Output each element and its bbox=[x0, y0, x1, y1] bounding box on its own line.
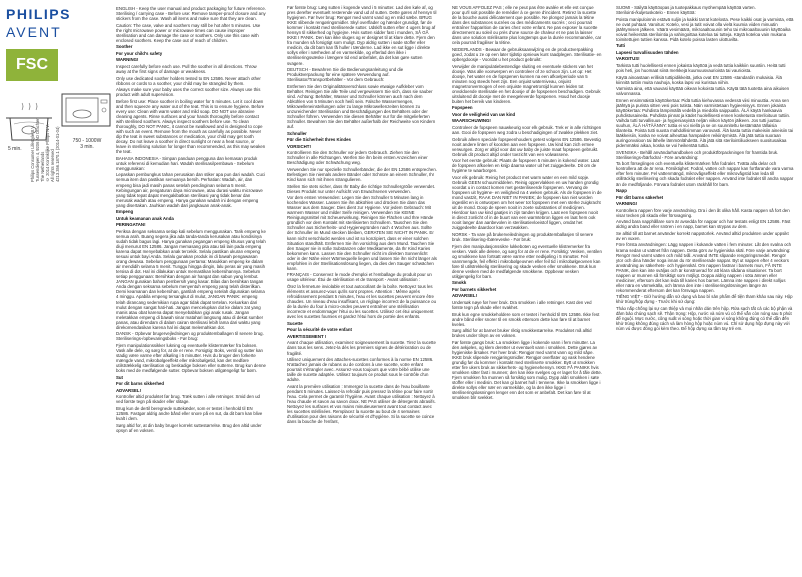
section-heading: ADVARSEL! bbox=[452, 293, 478, 299]
text-column-1 bbox=[116, 6, 266, 573]
language-intro: TIẾNG VIỆT - Giữ hướng dẫn sử dụng và bao bì sản phẩm để tiện tham khảo sau này. Hộp khử trùng/hộp đựng - Trước khi sử dụng: bbox=[616, 294, 793, 305]
paragraph: Fjern manipulationssikker lukning og eventuelle klistermærker fra boksen. Vask alle dele, og sørg for, at de er rene. Forsigtig: Boks, ventil og sutter kan stadig være varme efter afkøling i 5 minutter. Hvis du bruger den forkerte mængde vand, mikrobølgeeffekt eller mikrobølgetid, kan det medføre utilstrækkelig sterilisation og beskadige boksen eller sutterne. Brug kun denne boks med de medfølgende sutter. Opbevar boksen utilgængeligt for børn. bbox=[116, 342, 266, 374]
section-heading: For barnets sikkerhet bbox=[452, 286, 497, 292]
paragraph: Always make sure your baby uses the correct soother size. Always use this product with adult supervision. bbox=[116, 87, 261, 98]
paragraph: Före första användningen: Lägg nappen i kokande vatten i fem minuter. Låt den svalna och krama sedan ut vattnet från nappen. Detta görs av hygieniska skäl. Före varje användning: Rengör med varmt vatten och mild tvål. Använd INTE slipande rengöringsmedel. Rengör ytor och dina händer noga innan du rör steriliserade nappar. Byt ut nappen efter 4 veckors användning av säkerhets- och hygienskäl. Om nappen fastnar i barnets mun, FÅ INTE PANIK, den kan inte sväljas och är konstruerad för att klara sådana situationer. Ta bort nappen ur munnen så försiktigt som möjligt. Doppa aldrig nappen i söta ämnen eller mediciner, eftersom det kan leda till karies hos barnet. Lämna inte nappen i direkt solljus eller nära en värmekälla, och lämna den inte i steriliseringslösningen längre än rekommenderat eftersom det kan försvaga nappen. bbox=[616, 242, 792, 293]
text-column-2 bbox=[287, 5, 437, 572]
paragraph: NE VOUS AFFOLEZ PAS ; elle ne peut pas être avalée et elle est conçue pour qu'il soit possible de remédier à ce genre d'incident. Retirez la sucette de la bouche aussi délicatement que possible. Ne plongez jamais la tétine dans des substances sucrées ou des médicaments sucrés ; ceci pourrait entraîner l'apparition de caries chez votre enfant. Ne pas exposer la sucette directement au soleil ou près d'une source de chaleur et ne pas la laisser dans une solution stérilisante plus longtemps que la durée recommandée, car cela pourrait fragiliser la tétine. bbox=[452, 5, 602, 46]
language-intro: NEDERLANDS - Bewaar de gebruiksaanwijzing en de productverpakking goed, zodat u ze op een later tijdstip opnieuw kunt raadplegen. Sterilisatie- en opbergdoosje - Voordat u het product gebruikt: bbox=[452, 46, 602, 62]
paragraph: Kontroller altid produktet før brug. Træk sutten i alle retninger. Smid den ud ved første tegn på skader eller slitage. bbox=[116, 394, 260, 405]
text-column-3 bbox=[452, 5, 602, 572]
paragraph: Caution: The case, valve and soothers may still be hot after 5 minutes. Use the right microwave power or microwave times can cause improper sterilisation and can damage the case or soothers. Only use this case with enclosed soothers. Keep the case out of reach of children. bbox=[116, 22, 261, 43]
section-heading: For dit barns sikkerhed bbox=[116, 381, 165, 387]
section-heading: Soother bbox=[116, 44, 133, 50]
section-heading: WARNING! bbox=[116, 57, 139, 63]
paragraph: Entfernen Sie den Originalitätsverschluss sowie etwaige Aufkleber vom Behälter. Reinigen Sie alle Teile und vergewissern Sie sich, dass sie sauber sind. Achtung: Behälter, Wasser und Schnuller können auch nach dem Abkühlen von 5 Minuten noch heiß sein. Falsche Wassermengen, Mikrowelleneinstellungen oder zu lange Mikrowellenzeiten können zu unzureichender Sterilisation und Beschädigungen des Behälters oder der Schnuller führen. Verwenden Sie diesen Behälter nur für die mitgelieferten Schnuller. Bewahren Sie den Behälter außerhalb der Reichweite von Kindern auf. bbox=[287, 83, 436, 130]
legal-line: All rights reserved bbox=[50, 149, 55, 182]
section-heading: ADVARSEL! bbox=[116, 387, 142, 393]
paragraph: Sørg alltid for at barnet bruker riktig smokkestørrelse. Produktet må alltid brukes under tilsyn av en voksen. bbox=[452, 328, 592, 339]
section-heading: Lapsesi turvallisuuden tähden bbox=[616, 49, 679, 55]
language-intro: NORSK - Ta vare på brukerveiledningen og produktemballasjen til senere bruk. Sterilisering-/bæreveske - Før bruk: bbox=[452, 231, 594, 243]
section-heading: Tutti bbox=[616, 43, 626, 49]
paragraph: Before first use: Place soother in boiling water for 5 minutes. Let it cool down and then squeeze any water out of the teat. This is to ensure hygiene. Before every use: Clean with warm water and mild soap. DO NOT use abrasive cleaning agents. Rinse surfaces and your hands thoroughly before contact with sterilised soothers. Always inspect soothers before use. To clean thoroughly, DO NOT PANIC, it cannot be swallowed and is designed to cope with such an event. Remove from the mouth as carefully as possible. Never dip the teat in sweet substances or medication, your child may get tooth decay. Do not leave a soother in direct sunlight or near a heat source, or leave in sterilising solution for longer than recommended, as this may weaken the teat. bbox=[116, 98, 266, 155]
paragraph: Kontrollera nappen före varje användning. Dra i den åt olika håll. Kasta nappen så fort den visar tecken på skada eller försvagning. bbox=[616, 207, 790, 218]
language-intro: SUOMI - Säilytä käyttöopas ja tuotepakkaus myöhempää käyttöä varten. Sterilointi-/kuljetuskotelo - Ennen käyttöä: bbox=[616, 5, 756, 16]
legal-line: Philips Consumer Lifestyle B.V. bbox=[30, 125, 35, 182]
section-heading: AVERTISSEMENT ! bbox=[287, 333, 327, 339]
paragraph: Kontrollieren Sie den Schnuller vor jedem Gebrauch. Ziehen Sie den Schnuller in alle Richtungen. Werfen Sie ihn beim ersten Anzeichen einer Beschädigung oder Schwächung weg. bbox=[287, 150, 428, 166]
section-heading: Für die Sicherheit Ihres Kindes bbox=[287, 137, 351, 143]
avent-logo: AVENT bbox=[6, 24, 62, 40]
paragraph: Verwenden Sie nur spezielle Schnullerbänder, die der EN 12586 entsprechen. Befestigen Sie niemals andere Bänder oder Schnüre an einem Schnuller, Ihr Kind kann sich mit ihnen strangulieren. bbox=[287, 166, 437, 182]
section-heading: For your child's safety bbox=[116, 50, 163, 56]
paragraph: Stellen Sie stets sicher, dass Ihr Baby die richtige Schnullergröße verwendet. Dieses Produkt nur unter Aufsicht von Erwachsenen verwenden. bbox=[287, 183, 436, 194]
section-heading: Untuk keamanan anak Anda bbox=[116, 215, 174, 221]
paragraph: Poista manipuloinnin estävä suljin ja kaikki tarrat kotelosta. Pese kaikki osat ja varmista, että ne ovat puhtaat. Varoitus: Kotelo, vesi ja tutit voivat olla vielä kuumia viiden minuutin jäähtymisen jälkeen. Väärä vesimäärä, mikroaaltouunin teho tai mikroaaltouunin käyttöaika voivat heikentää sterilointia ja vahingoittaa koteloa tai tutteja. Käytä koteloa vain mukana toimitettujen tuttien kanssa. Pidä kotelo poissa lasten ulottuvilta. bbox=[616, 16, 794, 42]
paragraph: Voor het eerste gebruik: Plaats de fopspeen 5 minuten in kokend water. Laat de fopspeen afkoelen en knijp daarna water uit het zuiggedeelte. Dit om de hygiëne te waarborgen. bbox=[452, 158, 600, 174]
paragraph: Før første brug: Læg sutten i kogende vand i 5 minutter. Lad den køle af, og pres derefter eventuelt resterende vand ud af sutten. Dette gøres af hensyn til hygiejnen. Før hver brug: Rengør med varmt vand og en mild sæbe. BRUG IKKE slibende rengøringsmidler. Skyl overflader og hænder grundigt, før de kommer i kontakt med steriliserede sutter. Udskift sutten efter 4 ugers brug af hensyn til sikkerhed og hygiejne. Hvis sutten sidder fast i munden, SÅ GÅ IKKE I PANIK. Den kan ikke sluges og er designet til at klare dette. Fjern den fra munden så forsigtigt som muligt. Dyp aldrig sutten i søde stoffer eller medicin, da dit barn kan få huller i tænderne. Lad ikke en sut ligge i direkte sollys eller i nærheden af en varmekilde, og efterlad den ikke i steriliseringsvæske i længere tid end anbefalet, da det kan gøre sutten svagere. bbox=[287, 5, 437, 66]
section-heading: VORSICHT! bbox=[287, 143, 311, 149]
section-heading: Smokk bbox=[452, 280, 467, 286]
fsc-logo: FSC bbox=[6, 49, 58, 81]
section-heading: För ditt barns säkerhet bbox=[616, 194, 664, 200]
paragraph: Avant chaque utilisation, examinez soigneusement la sucette. Tirez la sucette dans tous les sens. Jetez-la dès les premiers signes de détérioration ou de fragilité. bbox=[287, 340, 436, 356]
paragraph: Fjern den manipulasjonssikre lukkeboten og eventuelle klistremerker fra vesken. Vask alle delene, og sørg for at de er rene. Forsiktig: Vesken, ventilen og smokkene kan fortsatt være varme etter nedkjøling i 5 minutter. Feil vannmengde, feil effekt i mikrobølgeovnen eller feil tid i mikrobølgeovnen kan føre til utilstrekkelig sterilisering og skade vesken eller smokkene. Bruk kun denne vesken med de medfølgende smokkene. Oppbevar vesken utilgjengelig for barn. bbox=[452, 243, 602, 279]
paragraph: Se alltid till att barnet använder korrekt nappstorlek. Använd alltid produkten under uppsikt av en vuxen. bbox=[616, 230, 789, 241]
paragraph: Lepaskan pembungkus tahan perusakan dan stiker apa pun dari wadah. Cuci semua item dan pastikan semuanya bersih. Perhatian: Wadah, air, dan empeng bisa jadi masih panas setelah pendinginan selama 5 menit. Kebingungan air, pengaturan daya microwave, atau durasi waktu microwave yang tidak tepat dapat mengakibatkan sterilisasi yang tidak benar dan merusak wadah atau empeng. Hanya gunakan wadah ini dengan empeng yang disertakan. Jauhkan wadah dari jangkauan anak-anak. bbox=[116, 172, 265, 208]
paragraph: Brug kun de dertil beregnede suttekæder, som er testet i henhold til EN 12586. Fastgør aldrig andre bånd eller snore på en sut, da dit barn kan blive kvalt i dem. bbox=[116, 405, 263, 422]
legal-line: The Netherlands bbox=[40, 151, 45, 182]
legal-line: © 2014 Koninklijke Philips N.V. bbox=[45, 124, 50, 182]
section-heading: Fopspeen bbox=[452, 105, 473, 111]
paragraph: Tháo nắp chống lại sự can thiệp và mọi nhãn dán trên hộp. Rửa sạch tất cả các bộ phận và đảm bảo chúng sạch sẽ. Thận trọng: Hộp, nước và núm vú có thể vẫn còn nóng sau 5 phút để nguội. Mực nước, công suất vi sóng hoặc thời gian vi sóng không đúng có thể dẫn đến khử trùng không đúng cách và làm hỏng hộp hoặc núm vú. Chỉ sử dụng hộp đựng này với núm vú được đóng gói kèm theo. Để hộp đựng xa tầm tay trẻ em. bbox=[616, 306, 793, 332]
microwave-illustration bbox=[58, 84, 114, 140]
paragraph: Vor dem ersten Verwenden: Legen Sie den Schnuller 5 Minuten lang in kochendes Wasser. Lassen Sie ihn abkühlen und drücken Sie dann das Wasser aus dem Sauger. Dies dient zur Hygiene. Vor jedem Gebrauch: Mit warmem Wasser und milder Seife reinigen. Verwenden Sie KEINE Reinigungsmittel mit Scheuerwirkung. Reinigen Sie Flächen und Ihre Hände gründlich vor dem Kontakt mit sterilisierten Schnullern. Tauschen Sie den Schnuller aus Sicherheits- und Hygienegründen nach 4 Wochen aus. Sollte der Schnuller im Mund stecken bleiben, GERATEN SIE NICHT IN PANIK. Er kann nicht verschluckt werden und ist so konzipiert, dass er einer solchen Situation standhält. Entfernen Sie ihn vorsichtig aus dem Mund. Tauchen Sie den Sauger nie in süße Substanzen oder Medikamente, da Ihr Kind Karies bekommen kann. Lassen Sie den Schnuller nicht im direkten Sonnenlicht oder in der Nähe einer Wärmequelle liegen und lassen Sie ihn nicht länger als empfohlen in der Sterilisationslösung liegen, da dies den Sauger schwächen kann. bbox=[287, 195, 437, 271]
section-heading: Sucette bbox=[287, 320, 303, 326]
section-heading: Schnuller bbox=[287, 130, 307, 136]
philips-logo: PHILIPS bbox=[6, 6, 71, 22]
paragraph: Ennen ensimmäistä käyttökertaa: Pidä tuttia kiehuvassa vedessä viisi minuuttia. Anna sen jäähtyä ja purista sitten vesi pois tutista. Näin varmistetaan hygieenisyys. Ennen jokaista käyttökertaa: Puhdista lämpimällä vedellä ja miedolla saippualla. ÄLÄ käytä hankaavia puhdistusaineita. Puhdista pinnat ja kädet huolellisesti ennen kosketusta steriloituun tuttiin. Vaihda tutti turvallisuus- ja hygieniasyistä neljän viikon käytön jälkeen. Jos tutti juuttuu suuhun, ÄLÄ HÄTÄÄNNY: tuttia ei voi niellä ja se on suunniteltu kestämään tällaisia tilanteita. Poista tutti suusta mahdollisimman varovasti. Älä kasta tuttia makeisiin aineisiin tai lääkkeisiin, koska ne voivat aiheuttaa hampaiden reikiintymistä. Älä jätä tuttia suoraan auringonvaloon tai lähelle lämmönlähdettä. Älä jätä sitä sterilointiliuokseen suositusaikaa pidemmäksi aikaa, koska se voi heikentää tuttia. bbox=[616, 97, 793, 149]
paragraph: Voor elk gebruik: Reinig het product met warm water en een mild sopje. Gebruik GEEN schuurmiddelen. Reinig oppervlakken en uw handen grondig voordat u in contact komen met gesteriliseerde fopspenen. Vervang de fopspeen uit hygiëne- en veiligheid na 4 weken gebruik. Als de fopspeen in de mond vastzit, RAAK DAN NIET IN PANIEK; de fopspeen kan niet worden ingeslikt en is ontworpen om het weer tot fopspeen met een sterke zuigkracht uit de mond. Doop de speen nooit in zoete substanties of medicijnen. Hierdoor kan uw kind gaatjes in zijn tanden krijgen. Laat een fopspeen nooit in direct zonlicht of in de buurt van een warmtebron liggen en laat hem ook nooit langer dan aanbevolen in sterilisatievloeistof liggen, omdat het zuiggedeelte daardoor kan verzwakken. bbox=[452, 174, 602, 231]
boiling-pan-illustration bbox=[4, 102, 54, 144]
paragraph: Undersøk nøye før hver bruk. Dra smokken i alle retninger. Kast den ved første tegn på skade eller svakhet. bbox=[452, 300, 592, 311]
paragraph: Avant la première utilisation : Immergez la sucette dans de l'eau bouillante pendant 5 minutes. Laissez-la refroidir puis pressez la tétine pour faire sortir l'eau. Cela permet de garantir l'hygiène. Avant chaque utilisation : Nettoyez à l'eau chaude et savon au savon doux. NE PAS utiliser de détergents abrasifs. Nettoyez les surfaces et vos mains minutieusement avant tout contact avec les sucettes stérilisées. Remplacez la sucette au bout de 4 semaines d'utilisation pour des raisons de sécurité et d'hygiène. Si la sucette se coince dans la bouche de l'enfant, bbox=[287, 383, 436, 425]
time-caption: 5 min. bbox=[8, 146, 22, 152]
paragraph: ENGLISH - Keep the user manual and product packaging for future reference. Sterilising / carrying case - Before use: Remove tamper-proof closure and any stickers from the case. Wash all items and make sure that they are clean. bbox=[116, 6, 266, 22]
legal-line: Tussendiepen 4, 9206 AD Drachten bbox=[35, 117, 40, 182]
paragraph: Gebruik alleen speciale fopspeenhouders getest volgens EN 12586. Bevestig nooit andere linten of koorden aan een fopspeen. Uw kind kan zich ermee verwurgen. Zorg er altijd voor dat uw baby de juiste maat fopspeen gebruikt. Gebruik dit product altijd onder toezicht van een volwassene. bbox=[452, 136, 601, 157]
paragraph: Ta bort förseglingen och eventuella klistermärken från fodralet. Tvätta alla delar och kontrollera att de är rena. Försiktighet: Fodral, vatten och nappar kan fortfarande vara varma efter fem minuter. Fel vattenmängd, mikrovågseffekt eller mikrovågstid kan leda till otillräcklig sterilisering och skada fodralet eller nappen. Använd inte fodralet till andra nappar än de medföljande. Förvara fodralet utom räckhåll för barn. bbox=[616, 161, 794, 187]
paragraph: Tarkista tutti huolellisesti ennen jokaista käyttöä ja vedä tuttia kaikkiin suuntiin. Heitä tutti pois heti, jos huomaat siinä merkkejä kuumuusvaurioista tai vaurioista. bbox=[616, 62, 786, 74]
paragraph: Sørg altid for, at din baby bruger korrekt suttestørrelse. Brug den altid under opsyn af en voksen. bbox=[116, 422, 262, 433]
language-intro: DEUTSCH - Bewahren Sie die Bedienungsanleitung und die Produktverpackung für eine spätere Verwendung auf. Sterilisator/Transportbehälter - Vor dem Gebrauch: bbox=[287, 67, 404, 83]
section-heading: PERINGATAN! bbox=[116, 222, 146, 228]
paragraph: Utilisez uniquement des attaches-sucettes conformes à la norme EN 12586. N'attachez jamais de rubans ou de cordons à une sucette, votre enfant pourrait s'étrangler avec. Assurez-vous toujours que votre bébé utilise une taille de sucette adaptée. Utilisez toujours ce produit sous le contrôle d'un adulte. bbox=[287, 357, 434, 383]
paragraph: Bruk kun egne smokkeholdere som er testet i henhold til EN 12586. Ikke fest andre bånd eller snorer til en smokk ettersom dette kan føre til at barnet kveles. bbox=[452, 311, 600, 327]
paragraph: Inspect carefully before each use. Pull the soother in all directions. Throw away at the first signs of damage or weakness. bbox=[116, 63, 257, 75]
paragraph: Før første gangs bruk: La smokken ligge i kokende vann i fem minutter. La den avkjøles, og klem deretter ut eventuelt vann i smokken. Dette gjøres av hygieniske årsaker. Før hver bruk: Rengjør med varmt vann og mild såpe. IKKE bruk slipende rengjøringsmidler. Rengjør overflater og vask hendene grundig før du kommer i kontakt med steriliserte smokker. Bytt ut smokken etter fire ukers bruk av sikkerhets- og hygienehensyn. IKKE FÅ PANIKK hvis smokken sitter fast i munnen; den kan ikke svelges og er laget for å tåle dette. Fjern smokken fra munnen så forsiktig som mulig. Dypp aldri smokken i søte stoffer eller i medisin. Det kan gi barnet hull i tennene. Ikke la smokken ligge i direkte sollys eller nær en varmekilde, og la den ikke ligge i steriliseringsløsningen lenger enn det som er anbefalt. Det kan føre til at smokken blir svekket. bbox=[452, 339, 602, 401]
text-column-4 bbox=[616, 5, 794, 572]
section-heading: Sut bbox=[116, 374, 123, 380]
section-heading: Empeng bbox=[116, 209, 134, 215]
section-heading: Voor de veiligheid van uw kind bbox=[452, 111, 516, 117]
section-heading: WAARSCHUWING! bbox=[452, 118, 491, 124]
paragraph: Only use dedicated soother holders tested to EN 12586. Never attach other ribbons or cords to a soother, your child may be strangled by them. bbox=[116, 75, 261, 86]
language-intro: FRANÇAIS - Conservez le mode d'emploi et l'emballage du produit pour un usage ultérieur. Étui de stérilisation et de transport - Avant utilisation : bbox=[287, 272, 432, 283]
section-heading: Pour la sécurité de votre enfant bbox=[287, 327, 352, 333]
paragraph: Varmista aina, että vauvasi käyttää oikean kokoista tuttia. Käytä tätä tuotetta aina aikuisen valvonnassa. bbox=[616, 86, 790, 97]
paragraph: Periksa dengan seksama setiap kali sebelum menggunakan. Tarik empeng ke semua arah. Buang segera jika ada tanda-tanda kerusakan atau kondisinya sudah tidak bagus lagi. Hanya gunakan pegangan empeng khusus yang telah diuji menurut EN 12586. Jangan memasang pita atau tali lain pada empeng karena dapat menyebabkan anak tercekik. Selalu pastikan ukuran empeng sesuai untuk bayi Anda. Selalu gunakan produk ini di bawah pengawasan orang dewasa. Sebelum penggunaan pertama: Masukkan empeng ke dalam air mendidih selama 5 menit. Tunggu hingga dingin, lalu peras air yang masih tersisa di dot. Hal ini dilakukan untuk memastikan kebersihannya. Sebelum setiap penggunaan: Bersihkan dengan air hangat dan sabun yang lembut. JANGAN gunakan bahan pembersih yang kasar. Bilas dan bersihkan tangan Anda dengan seksama sebelum menyentuh empeng yang telah disterilkan. Demi keamanan dan kebersihan, gantilah empeng setelah digunakan selama 4 minggu. Apabila empeng tersangkut di mulut, JANGAN PANIK: empeng telah dirancang sedemikian rupa agar tidak dapat tertelan. Keluarkan dari mulut dengan sangat hati-hati. Jangan mencelupkan dot ke dalam zat yang manis atau obat karena dapat menyebabkan gigi anak rusak. Jangan meletakkan empeng di bawah sinar matahari langsung atau di dekat sumber panas, atau direndam di dalam cairan sterilisasi lebih lama dari waktu yang direkomendasikan karena hal ini dapat melemahkan dot. bbox=[116, 228, 266, 330]
language-intro: DANSK - Opbevar brugervejledningen og produktemballagen til senere brug. Steriliserings-/opbevaringsboks - Før brug: bbox=[116, 331, 264, 342]
paragraph: Käytä ainoastaan erillisiä tuttipidikkeitä, jotka ovat EN 12586 -standardin mukaisia. Älä kiinnitä tuttiin muita nauhoja, koska lapsi voi kuristua niihin. bbox=[616, 74, 782, 85]
paragraph: Verwijder de manipulatiebestendige sluiting en eventuele stickers van het doosje. Was alle voorwerpen en controleer of ze schoon zijn. Let op: Het doosje, het water en de fopspenen kunnen na een afkoelperiode van 5 minuten nog steeds heet zijn. Een onjuist waterniveau, onjuist magnetronvermogen of een onjuiste magnetrontijd kunnen leiden tot onvoldoende sterilisatie en het doosje of de fopspenen beschadigen. Gebruik uitsluitend dit doosje met de meegeleverde fopspenen. Houd het doosje buiten het bereik van kinderen. bbox=[452, 63, 601, 104]
paragraph: Använd bara napphållare som är avsedda för nappar och har testats enligt EN 12586. Fäst aldrig andra band eller snören i en napp, barnet kan strypas av dem. bbox=[616, 219, 791, 230]
language-intro: BAHASA INDONESIA - Simpan panduan pengguna dan kemasan produk untuk referensi di kemudian hari. Wadah sterilisasi/pembawa - Sebelum menggunakan: bbox=[116, 155, 258, 171]
paragraph: Ôtez la fermeture inviolable et tout autocollant de la boîte. Nettoyez tous les éléments et assurez-vous qu'ils sont propres. Attention : Même après refroidissement pendant 5 minutes, l'eau et les sucettes peuvent encore être chaudes. Un niveau d'eau insuffisant, un réglage incorrect de la puissance ou de la durée du four à micro-ondes peuvent entraîner une stérilisation incorrecte et endommager l'étui ou les sucettes. Utilisez cet étui uniquement avec les sucettes fournies et gardez l'étui hors de portée des enfants. bbox=[287, 283, 437, 320]
language-intro: SVENSKA - Behåll användarhandboken och produktförpackningen för framtida bruk. Steriliserings-/bärfodral - Före användning: bbox=[616, 149, 779, 160]
section-heading: VAROITUS! bbox=[616, 56, 640, 62]
paragraph: Controleer de fopspeen nauwkeurig voor elk gebruik. Trek er in alle richtingen aan. Gooi de fopspeen weg zodra u beschadigingen of zwakke plekken ziet. bbox=[452, 125, 602, 136]
legal-line: 4213.356.1870.1 (2014-01-04) bbox=[55, 126, 60, 182]
section-heading: VARNING! bbox=[616, 201, 638, 207]
microwave-caption: 750 - 1000W 3 min. bbox=[72, 138, 102, 150]
section-heading: Napp bbox=[616, 188, 627, 194]
